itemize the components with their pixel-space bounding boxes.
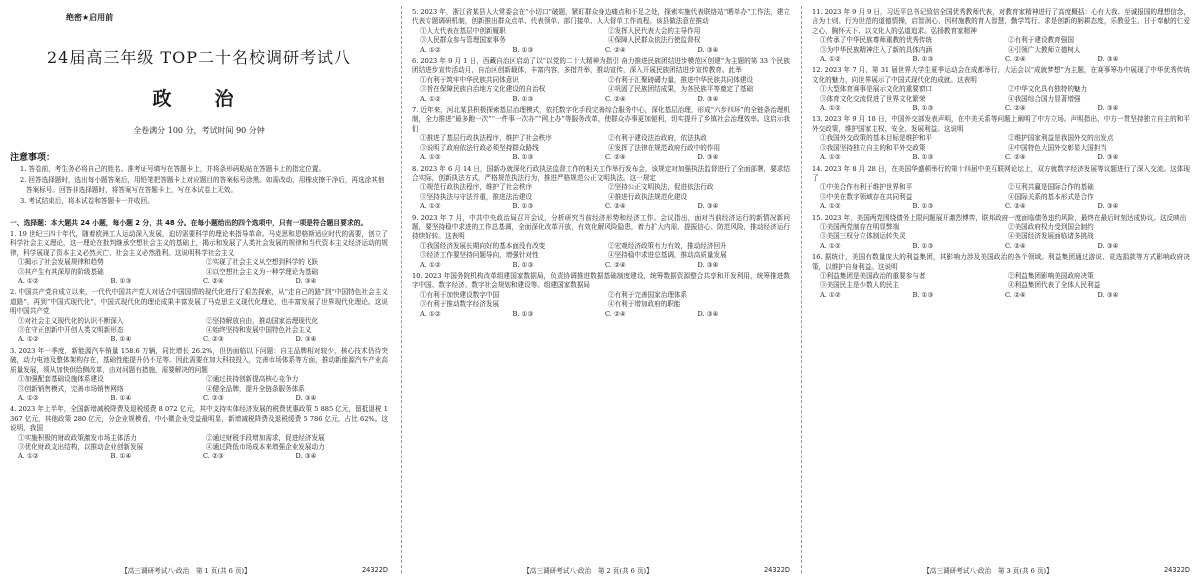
answer-choice: C. ②④ (605, 309, 626, 318)
page-divider (401, 6, 402, 573)
answer-choices (412, 95, 790, 104)
statement-options (412, 27, 790, 46)
answer-choice: A. ①② (420, 309, 441, 318)
answer-choice: C. ②④ (1005, 290, 1026, 299)
statement-option: ③在守正创新中开创人类文明新形态 (18, 326, 124, 335)
answer-choice: B. ①③ (512, 94, 534, 103)
question-item (412, 106, 790, 162)
statement-option: ③美国民主是少数人的民主 (820, 281, 900, 290)
answer-choice: C. ②④ (1005, 202, 1026, 211)
answer-choice: A. ①② (820, 104, 841, 113)
answer-choices (10, 394, 388, 403)
statement-options (812, 183, 1190, 202)
answer-choice: D. ③④ (697, 202, 719, 211)
answer-choice: C. ②④ (605, 94, 626, 103)
answer-choice: C. ②④ (1005, 241, 1026, 250)
statement-option: ③说明了政府依法行政必须坚持群众路线 (420, 143, 539, 152)
statement-option: ①利益集团是美国政治的重要参与者 (820, 271, 926, 280)
answer-choice: A. ①② (420, 153, 441, 162)
statement-option: ①推进了基层行政执法程序，维护了社会秩序 (420, 134, 552, 143)
question-item (412, 8, 790, 55)
statement-option: ①揭示了社会发展规律和趋势 (18, 258, 104, 267)
answer-choice: B. ①④ (110, 452, 132, 461)
statement-options (812, 223, 1190, 242)
question-stem: 7. 近年来，河北某县积极探索基层治理模式，依托数字化手段完善综合服务中心，深化基层治理，形成“六步四环”的全链条治理机制，全力推进“最多跑一次”“一件事一次办”“网上办”等服务改革，使群众办事更加便利，切实提升了乡镇社会治理效率。这启示我们 (412, 106, 790, 133)
question-stem: 10. 2023 年国务院机构改革组建国家数据局，负责协调推进数据基础制度建设，统筹数据资源整合共享和开发利用，统筹推进数字中国、数字经济、数字社会规划和建设等。组建国家数据局 (412, 271, 790, 290)
question-item (10, 288, 388, 344)
answer-choice: C. ②④ (203, 277, 224, 286)
statement-options (10, 375, 388, 394)
question-stem: 6. 2023 年 9 月 1 日，西藏自治区启动了以“以党的二十大精神为指引 奋力推进民族团结进步模范区创建”为主题的第 33 个民族团结进步宣传活动月，自治区创新载体，丰富内容，多措并举，推动宣传，深入开展民族团结进步宣传教育。此举 (412, 57, 790, 75)
question-item (10, 405, 388, 461)
statement-option: ①中美合作有利于维护世界和平 (820, 183, 913, 192)
answer-choice: A. ①② (820, 241, 841, 250)
answer-choices (812, 291, 1190, 300)
statement-option: ①规范行政执法程序，维护了社会秩序 (420, 183, 533, 192)
question-stem: 1. 19 世纪三四十年代，随着欧洲工人运动深入发展，迫切需要科学的理论来指导革命。马克思和恩格斯适应时代的需要，创立了科学社会主义理论，这一理论在批判继承空想社会主义的基础上，揭示和发展了人类社会发展的规律和当代资本主义经济运动的规律，科学展现了资本主义必然灭亡、社会主义必然胜利。这说明科学社会主义 (10, 230, 388, 257)
statement-option: ②宏观经济政策有力有效，推动经济回升 (608, 241, 727, 250)
statement-options (412, 183, 790, 202)
answer-choice: D. ③④ (295, 335, 317, 344)
statement-option: ①人大代表在基层中创新履职 (420, 26, 506, 35)
statement-option: ③有利于推动数字经济发展 (420, 300, 500, 309)
answer-choices (812, 55, 1190, 64)
statement-option: ①有利于筑牢中华民族共同体意识 (420, 75, 519, 84)
answer-choices (412, 202, 790, 211)
question-stem: 2. 中国共产党自成立以来，一代代中国共产党人对适合中国国情的现代化进行了艰苦探索，从“走自己的路”到“中国特色社会主义道路”，再到“中国式现代化”，中国式现代化的理论成果丰富发展了马克思主义现代化理论，也丰富发展了世界现代化理论。这说明中国共产党 (10, 288, 388, 316)
statement-option: ①传承了中华民族尊师重教的优秀传统 (820, 36, 933, 45)
statement-option: ②有利于建设法治政府，依法执政 (608, 134, 707, 143)
answer-choice: C. ②④ (605, 202, 626, 211)
answer-choice: B. ①③ (912, 290, 934, 299)
statement-option: ②发挥人民代表大会的主导作用 (608, 26, 701, 35)
question-item (10, 230, 388, 286)
answer-choice: D. ③④ (1097, 55, 1119, 64)
statement-option: ③经济工作要坚持问题导向，增强针对性 (420, 251, 539, 260)
question-item (412, 57, 790, 104)
answer-choice: C. ②④ (605, 45, 626, 54)
answer-choice: B. ①③ (512, 260, 534, 269)
statement-option: ②有利于完善国家治理体系 (608, 290, 688, 299)
question-item (812, 8, 1190, 64)
statement-options (412, 291, 790, 310)
answer-choice: D. ③④ (1097, 290, 1119, 299)
statement-option: ③人民群众参与管理国家事务 (420, 36, 506, 45)
statement-option: ①我国外交政策的基本目标是维护和平 (820, 134, 933, 143)
answer-choices (10, 335, 388, 344)
answer-choice: A. ①② (420, 260, 441, 269)
statement-option: ④利益集团代表了全体人民利益 (1008, 281, 1101, 290)
note-item: 2. 回答选择题时，选出每小题答案后，用铅笔把答题卡上对应题目的答案标号涂黑。如需改动，用橡皮擦干净后，再选涂其他答案标号。回答非选择题时，将答案写在答题卡上，写在本试卷上无效。 (20, 176, 385, 194)
statement-option: ①我国经济发展长期向好的基本面没有改变 (420, 241, 546, 250)
statement-option: ④始终坚持和发展中国特色社会主义 (206, 326, 312, 335)
question-stem: 3. 2023 年一季度，新能源汽车销量 158.6 万辆，同比增长 26.2%，但仍面临以下问题：自主品牌相对较少，核心技术仍待突破，动力电池及整体架构存在，基础性能提升仍不足等。因此需要在加大科技投入，完善市场体系等方面，推动新能源汽车产业高质量发展，须从加快供给侧改革，由对问题有措施，需要解决的问题 (10, 346, 388, 374)
answer-choice: D. ③④ (295, 452, 317, 461)
question-list (812, 8, 1190, 300)
statement-options (812, 272, 1190, 291)
answer-choice: D. ③④ (1097, 153, 1119, 162)
statement-option: ②中华文化具有独特的魅力 (1008, 85, 1088, 94)
answer-choice: A. ①② (420, 202, 441, 211)
statement-option: ④保障人民群众依法行使监督权 (608, 36, 701, 45)
question-item (812, 165, 1190, 212)
answer-choice: A. ①② (420, 45, 441, 54)
answer-choice: D. ③④ (1097, 202, 1119, 211)
statement-option: ②维护国家利益是我国外交的出发点 (1008, 134, 1114, 143)
question-stem: 12. 2023 年 7 月，第 31 届世界大学生夏季运动会在成都举行，大运会以“成就梦想”为主题，在赛事筹办中展现了中华优秀传统文化的魅力，向世界展示了中国式现代化的成就。这表明 (812, 66, 1190, 84)
answer-choice: A. ①② (820, 55, 841, 64)
page-divider (801, 6, 802, 573)
answer-choice: C. ②④ (1005, 153, 1026, 162)
answer-choices (412, 153, 790, 162)
answer-choice: C. ②④ (605, 153, 626, 162)
statement-option: ④中国特色大国外交彰显大国担当 (1008, 143, 1107, 152)
answer-choice: D. ③④ (295, 393, 317, 402)
statement-option: ④坚持稳中求进总基调，推动高质量发展 (608, 251, 727, 260)
statement-option: ④巩固了民族团结成果，为各民族平等奠定了基础 (608, 85, 754, 94)
question-item (412, 214, 790, 270)
notes-title: 注意事项： (10, 153, 56, 163)
subject-title: 政 治 (152, 88, 246, 110)
question-item (812, 115, 1190, 162)
statement-options (10, 258, 388, 277)
statement-option: ②有利于汇聚磅礴力量，推进中华民族共同体建设 (608, 75, 754, 84)
answer-choice: D. ③④ (295, 277, 317, 286)
answer-choice: A. ①② (18, 335, 39, 344)
statement-options (412, 242, 790, 261)
answer-choice: C. ②④ (605, 260, 626, 269)
confidential-label: 绝密★启用前 (66, 13, 114, 22)
question-stem: 13. 2023 年 9 月 18 日，中国外交部发表声明，在中美关系等问题上阐明了中方立场。声明指出，中方一贯坚持独立自主的和平外交政策，维护国家主权、安全、发展利益。这说明 (812, 115, 1190, 133)
answer-choice: A. ①② (820, 153, 841, 162)
answer-choices (812, 153, 1190, 162)
statement-option: ④引领广大教师立德树人 (1008, 45, 1081, 54)
answer-choice: B. ①③ (912, 241, 934, 250)
footer-code: 24322D (1163, 566, 1190, 574)
question-list (412, 8, 790, 319)
answer-choice: A. ①② (18, 393, 39, 402)
question-stem: 15. 2023 年，美国两党围绕债务上限问题展开激烈博弈，联邦政府一度面临债务违约风险，最终在最后时刻达成协议。这反映出 (812, 213, 1187, 222)
statement-option: ③其产生有其深厚的阶级基础 (18, 267, 104, 276)
statement-option: ②通过财税手段增加需求，促进经济发展 (206, 433, 325, 442)
footer-text: 【高三调研考试八·政治 第 1 页(共 6 页)】 (121, 567, 251, 575)
question-stem: 14. 2023 年 8 月 28 日，在美国华盛顿举行的第十四届中美互联网论坛上，双方就数字经济发展等议题进行了深入交流。这体现了 (812, 164, 1190, 182)
footer-text: 【高三调研考试八·政治 第 2 页(共 6 页)】 (523, 567, 653, 575)
answer-choice: B. ①③ (912, 153, 934, 162)
answer-choice: D. ③④ (697, 260, 719, 269)
question-item (812, 253, 1190, 300)
footer-code: 24322D (763, 566, 790, 574)
answer-choice: A. ①② (420, 94, 441, 103)
answer-choice: B. ①③ (512, 309, 534, 318)
statement-option: ①实施积极的财政政策激发市场主体活力 (18, 433, 137, 442)
statement-option: ②有利于建设教育强国 (1008, 36, 1074, 45)
answer-choice: A. ①② (18, 452, 39, 461)
note-item: 3. 考试结束后，将本试卷和答题卡一并收回。 (20, 197, 154, 205)
statement-option: ④发挥了法律在规范政府行政中的作用 (608, 143, 721, 152)
statement-option: ④国际关系的基本形式是合作 (1008, 192, 1094, 201)
page-footer (812, 564, 1190, 576)
exam-page-3 (804, 0, 1198, 579)
footer-text: 【高三调研考试八·政治 第 3 页(共 6 页)】 (923, 567, 1053, 575)
statement-option: ①加强配套基础设施体系建设 (18, 375, 104, 384)
answer-choice: D. ③④ (697, 309, 719, 318)
statement-option: ①大型体育赛事是展示文化的重要窗口 (820, 85, 933, 94)
statement-option: ③美国三权分立体制运转失灵 (820, 232, 906, 241)
statement-options (812, 134, 1190, 153)
answer-choices (10, 452, 388, 461)
statement-option: ②实现了社会主义从空想到科学的飞跃 (206, 258, 319, 267)
answer-choices (412, 46, 790, 55)
statement-options (10, 434, 388, 453)
answer-choice: C. ②③ (203, 335, 224, 344)
statement-options (812, 36, 1190, 55)
answer-choice: D. ③④ (697, 94, 719, 103)
page-footer (412, 564, 790, 576)
statement-option: ①美国两党制存在明显弊端 (820, 222, 900, 231)
statement-option: ④健全品牌，提升全链条服务体系 (206, 384, 305, 393)
answer-choice: B. ①③ (512, 153, 534, 162)
answer-choices (812, 202, 1190, 211)
answer-choice: C. ②④ (1005, 55, 1026, 64)
statement-option: ②利益集团影响美国政府决策 (1008, 271, 1094, 280)
question-item (812, 214, 1190, 252)
statement-options (812, 85, 1190, 104)
answer-choice: C. ②③ (203, 452, 224, 461)
exam-title: 24届高三年级 TOP二十名校调研考试八 (46, 48, 351, 67)
answer-choices (812, 242, 1190, 251)
answer-choices (412, 310, 790, 319)
footer-code: 24322D (361, 566, 388, 574)
question-item (412, 165, 790, 212)
answer-choice: A. ①② (820, 290, 841, 299)
statement-option: ②坚持解放自由，推动国家治理现代化 (206, 316, 319, 325)
exam-page-1 (2, 0, 396, 579)
answer-choice: C. ②③ (203, 393, 224, 402)
note-item: 1. 答卷前，考生务必将自己的姓名、准考证号填写在答题卡上，并将条形码粘贴在答题卡上的指定位置。 (20, 165, 326, 173)
statement-option: ②美国政府权力受到国会制约 (1008, 222, 1094, 231)
statement-options (10, 317, 388, 336)
statement-option: ③为中华民族精神注入了新的具体内涵 (820, 45, 933, 54)
statement-option: ③旨在保障民族自治地方文化建设的自治权 (420, 85, 546, 94)
question-stem: 16. 据统计，美国有数量庞大的利益集团，其影响力涉及美国政治的各个领域。利益集团通过游说、竞选捐款等方式影响政府决策，以维护自身利益。这说明 (812, 253, 1190, 271)
answer-choice: A. ①② (18, 277, 39, 286)
question-stem: 5. 2023 年，浙江省某县人大常委会在“小切口”破题，紧盯群众身边痛点和不足之处，探索实施代表联络站“晒单办”工作法，建立代表专题调研机制，创新推出群众点单、代表领单、部门接单、人大督单工作流程。该县做法意在推动 (412, 8, 790, 26)
statement-option: ②通过扶持创新提高核心竞争力 (206, 375, 299, 384)
statement-option: ③体育文化交流促进了世界文化繁荣 (820, 94, 926, 103)
statement-option: ③优化财政支出结构，以推动企业创新发展 (18, 442, 144, 451)
answer-choice: B. ①③ (110, 277, 132, 286)
answer-choice: B. ①③ (912, 104, 934, 113)
question-stem: 8. 2023 年 6 月 14 日，国新办就深化行政执法监督工作的相关工作举行发布会，该规定对加强执法监督进行了全面部署，要求结合实际，创新执法方式，严格规范执法行为，推进严格规范公正文明执法。这一规定 (412, 164, 790, 182)
statement-option: ④推进行政执法规范化建设 (608, 192, 688, 201)
question-stem: 9. 2023 年 7 月，中共中央政治局召开会议，分析研究当前经济形势和经济工作。会议指出，面对当前经济运行的新情况新问题，要坚持稳中求进的工作总基调，全面深化改革开放，有效化解风险隐患，着力扩大内需、提振信心、防范风险，推动经济运行持续好转。这表明 (412, 213, 790, 241)
answer-choice: B. ①③ (912, 202, 934, 211)
answer-choice: B. ①③ (512, 202, 534, 211)
answer-choice: D. ③④ (1097, 104, 1119, 113)
question-stem: 4. 2023 年上半年，全国新增减税降费及退税缓费 8 072 亿元，其中支持实体经济发展的税费优惠政策 5 885 亿元，留抵退税 1 367 亿元，其他政策 280 亿元，分企业规模看，中小微企业受益最明显，新增减税降费及退税缓费 5 786 亿元，占比 62%。这说明，我国 (10, 405, 388, 433)
statement-option: ①对社会主义现代化的认识不断深入 (18, 316, 124, 325)
exam-meta: 全卷满分 100 分，考试时间 90 分钟 (133, 126, 265, 135)
statement-option: ③中美在数字领域存在共同利益 (820, 192, 913, 201)
question-list (10, 230, 388, 462)
notes-list (10, 164, 388, 206)
answer-choices (10, 277, 388, 286)
answer-choice: C. ②④ (1005, 104, 1026, 113)
answer-choices (412, 261, 790, 270)
answer-choice: B. ①③ (512, 45, 534, 54)
statement-option: ③我国坚持独立自主的和平外交政策 (820, 143, 926, 152)
exam-page-2 (404, 0, 798, 579)
statement-option: ③创新销售模式，完善市场销售网络 (18, 384, 124, 393)
question-item (10, 347, 388, 403)
statement-option: ④美国经济发展面临诸多挑战 (1008, 232, 1094, 241)
answer-choice: B. ①④ (110, 393, 132, 402)
answer-choice: B. ①④ (110, 335, 132, 344)
answer-choice: D. ③④ (697, 153, 719, 162)
statement-options (412, 134, 790, 153)
statement-option: ④有利于增加政府的职能 (608, 300, 681, 309)
statement-option: ④我国综合国力显著增强 (1008, 94, 1081, 103)
question-item (812, 66, 1190, 113)
statement-option: ③坚持执法与守法并重，推进法治建设 (420, 192, 533, 201)
page-footer (10, 564, 388, 576)
statement-option: ②坚持公正文明执法，促进依法行政 (608, 183, 714, 192)
answer-choice: D. ③④ (697, 45, 719, 54)
statement-option: ②互利共赢是国际合作的基础 (1008, 183, 1094, 192)
section-heading: 一、选择题：本大题共 24 小题，每小题 2 分，共 48 分。在每小题给出的四个选项中，只有一项是符合题目要求的。 (10, 219, 368, 227)
answer-choice: D. ③④ (1097, 241, 1119, 250)
statement-option: ④以空想社会主义为一种学理论为基础 (206, 267, 319, 276)
answer-choice: A. ①② (820, 202, 841, 211)
statement-option: ①有利于加快建设数字中国 (420, 290, 500, 299)
answer-choice: B. ①③ (912, 55, 934, 64)
question-item (412, 272, 790, 319)
question-stem: 11. 2023 年 9 月 9 日，习近平总书记致信全国优秀教师代表，对教育家精神进行了高度概括：心有大我、至诚报国的理想信念，言为士则、行为世范的道德情操，启智润心、因材施教的育人智慧，勤学笃行、求是创新的躬耕态度，乐教爱生、甘于奉献的仁爱之心，胸怀天下、以文化人的弘道追求。弘扬教育家精神 (812, 8, 1190, 35)
statement-option: ④通过降低市场成本来增强企业发展动力 (206, 442, 325, 451)
answer-choices (812, 104, 1190, 113)
statement-options (412, 76, 790, 95)
